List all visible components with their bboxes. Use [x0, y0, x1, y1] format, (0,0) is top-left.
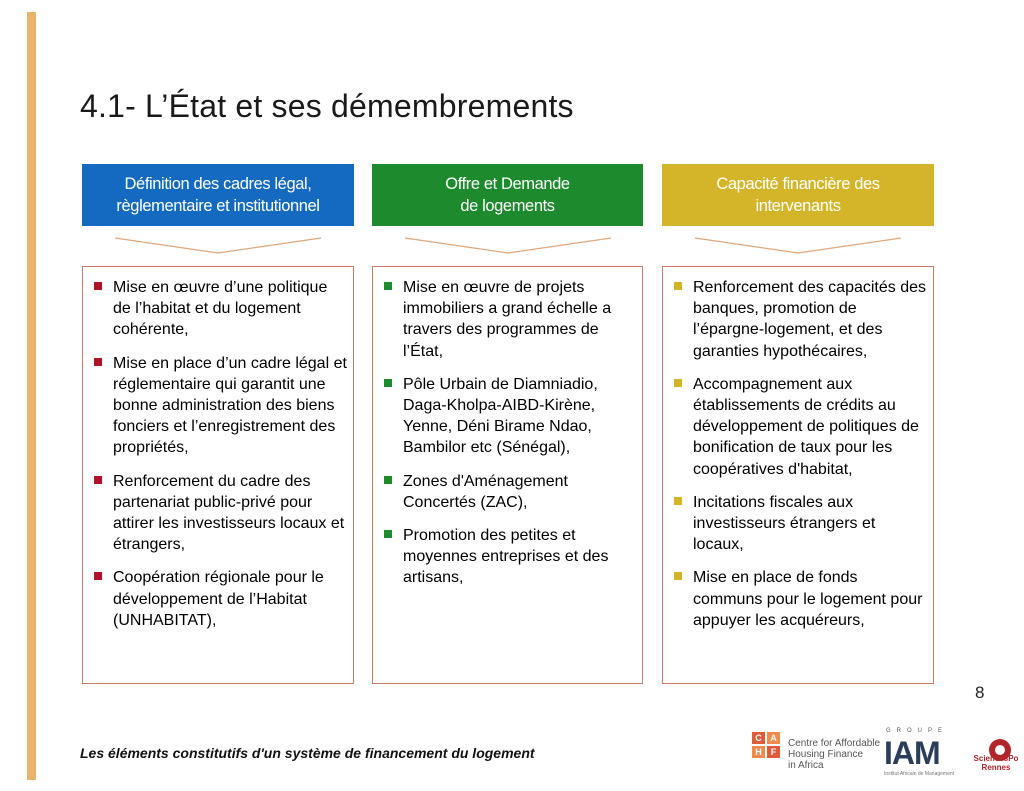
header-line: intervenants [755, 197, 841, 215]
bullet-square-icon [674, 282, 682, 290]
header-line: Offre et Demande [445, 175, 570, 193]
bullet-square-icon [674, 572, 682, 580]
iam-groupe-label: GROUPE [886, 728, 949, 734]
list-item-text: Coopération régionale pour le développement de l’Habitat (UNHABITAT), [113, 569, 324, 629]
partner-logos [752, 724, 1020, 780]
list-item [93, 353, 347, 459]
list-item-text: Mise en place de fonds communs pour le logement pour appuyer les acquéreurs, [693, 569, 923, 629]
list-item-text: Zones d'Aménagement Concertés (ZAC), [403, 472, 568, 511]
chevron-down-icon [693, 236, 903, 256]
cahf-logo-text: Centre for Affordable Housing Finance in Africa [788, 738, 881, 771]
iam-logo: IAM [884, 735, 940, 771]
sciencespo-logo-text: SciencesPo Rennes [973, 754, 1019, 772]
slide-title: 4.1- L’État et ses démembrements [80, 88, 574, 124]
list-item-text: Promotion des petites et moyennes entreprises et des artisans, [403, 527, 609, 587]
bullet-square-icon [674, 379, 682, 387]
cahf-letter: C [752, 732, 765, 744]
column-header [662, 164, 934, 226]
column-legal [82, 164, 354, 629]
list-item [383, 374, 636, 459]
header-line: Définition des cadres légal, [124, 175, 312, 193]
cahf-letter: H [752, 746, 765, 758]
list-item-text: Accompagnement aux établissements de crédits au développement de politiques de bonification de taux pour les coopératives d'habitat, [693, 375, 919, 478]
list-item [93, 471, 347, 556]
content-panel [372, 266, 643, 684]
bullet-square-icon [384, 282, 392, 290]
header-line: Capacité financière des [716, 175, 880, 193]
bullet-square-icon [384, 476, 392, 484]
list-item-text: Mise en œuvre d’une politique de l’habitat et du logement cohérente, [113, 279, 328, 339]
column-header [82, 164, 354, 226]
cahf-letter: A [767, 732, 780, 744]
column-offer-demand [372, 164, 643, 587]
list-item-text: Pôle Urbain de Diamniadio, Daga-Kholpa-AIBD-Kirène, Yenne, Déni Birame Ndao, Bambilor etc (Sénégal), [403, 375, 598, 457]
chevron-down-icon [403, 236, 613, 256]
cahf-letter: F [767, 746, 780, 758]
chevron-down-icon [113, 236, 323, 256]
accent-bar [27, 12, 36, 780]
bullet-list [673, 277, 927, 631]
column-header [372, 164, 643, 226]
bullet-square-icon [384, 530, 392, 538]
list-item [673, 374, 927, 480]
bullet-square-icon [94, 476, 102, 484]
bullet-square-icon [94, 282, 102, 290]
content-panel [82, 266, 354, 684]
list-item-text: Mise en place d’un cadre légal et réglementaire qui garantit une bonne administration des biens fonciers et l’enregistrement des propriétés, [113, 354, 347, 457]
bullet-list [93, 277, 347, 631]
footer-caption: Les éléments constitutifs d'un système de financement du logement [80, 745, 535, 761]
list-item [673, 277, 927, 362]
list-item [383, 277, 636, 362]
bullet-square-icon [384, 379, 392, 387]
list-item [93, 567, 347, 631]
list-item [673, 567, 927, 631]
bullet-square-icon [94, 572, 102, 580]
bullet-square-icon [94, 358, 102, 366]
cahf-logo [752, 732, 780, 772]
iam-subtitle: Institut Africain de Management [884, 771, 955, 777]
list-item-text: Incitations fiscales aux investisseurs étrangers et locaux, [693, 493, 876, 554]
page-number: 8 [975, 683, 985, 702]
header-line: de logements [460, 197, 555, 215]
list-item-text: Mise en œuvre de projets immobiliers a grand échelle a travers des programmes de l’État, [403, 279, 612, 360]
list-item [383, 525, 636, 589]
list-item-text: Renforcement du cadre des partenariat public-privé pour attirer les investisseurs locaux et étrangers, [113, 472, 345, 554]
header-line: règlementaire et institutionnel [116, 197, 320, 215]
bullet-list [383, 277, 636, 589]
list-item [383, 471, 636, 513]
column-financial-capacity [662, 164, 934, 629]
content-panel [662, 266, 934, 684]
list-item [673, 492, 927, 556]
list-item [93, 277, 347, 341]
bullet-square-icon [674, 497, 682, 505]
list-item-text: Renforcement des capacités des banques, promotion de l’épargne-logement, et des garanties hypothécaires, [693, 279, 927, 360]
